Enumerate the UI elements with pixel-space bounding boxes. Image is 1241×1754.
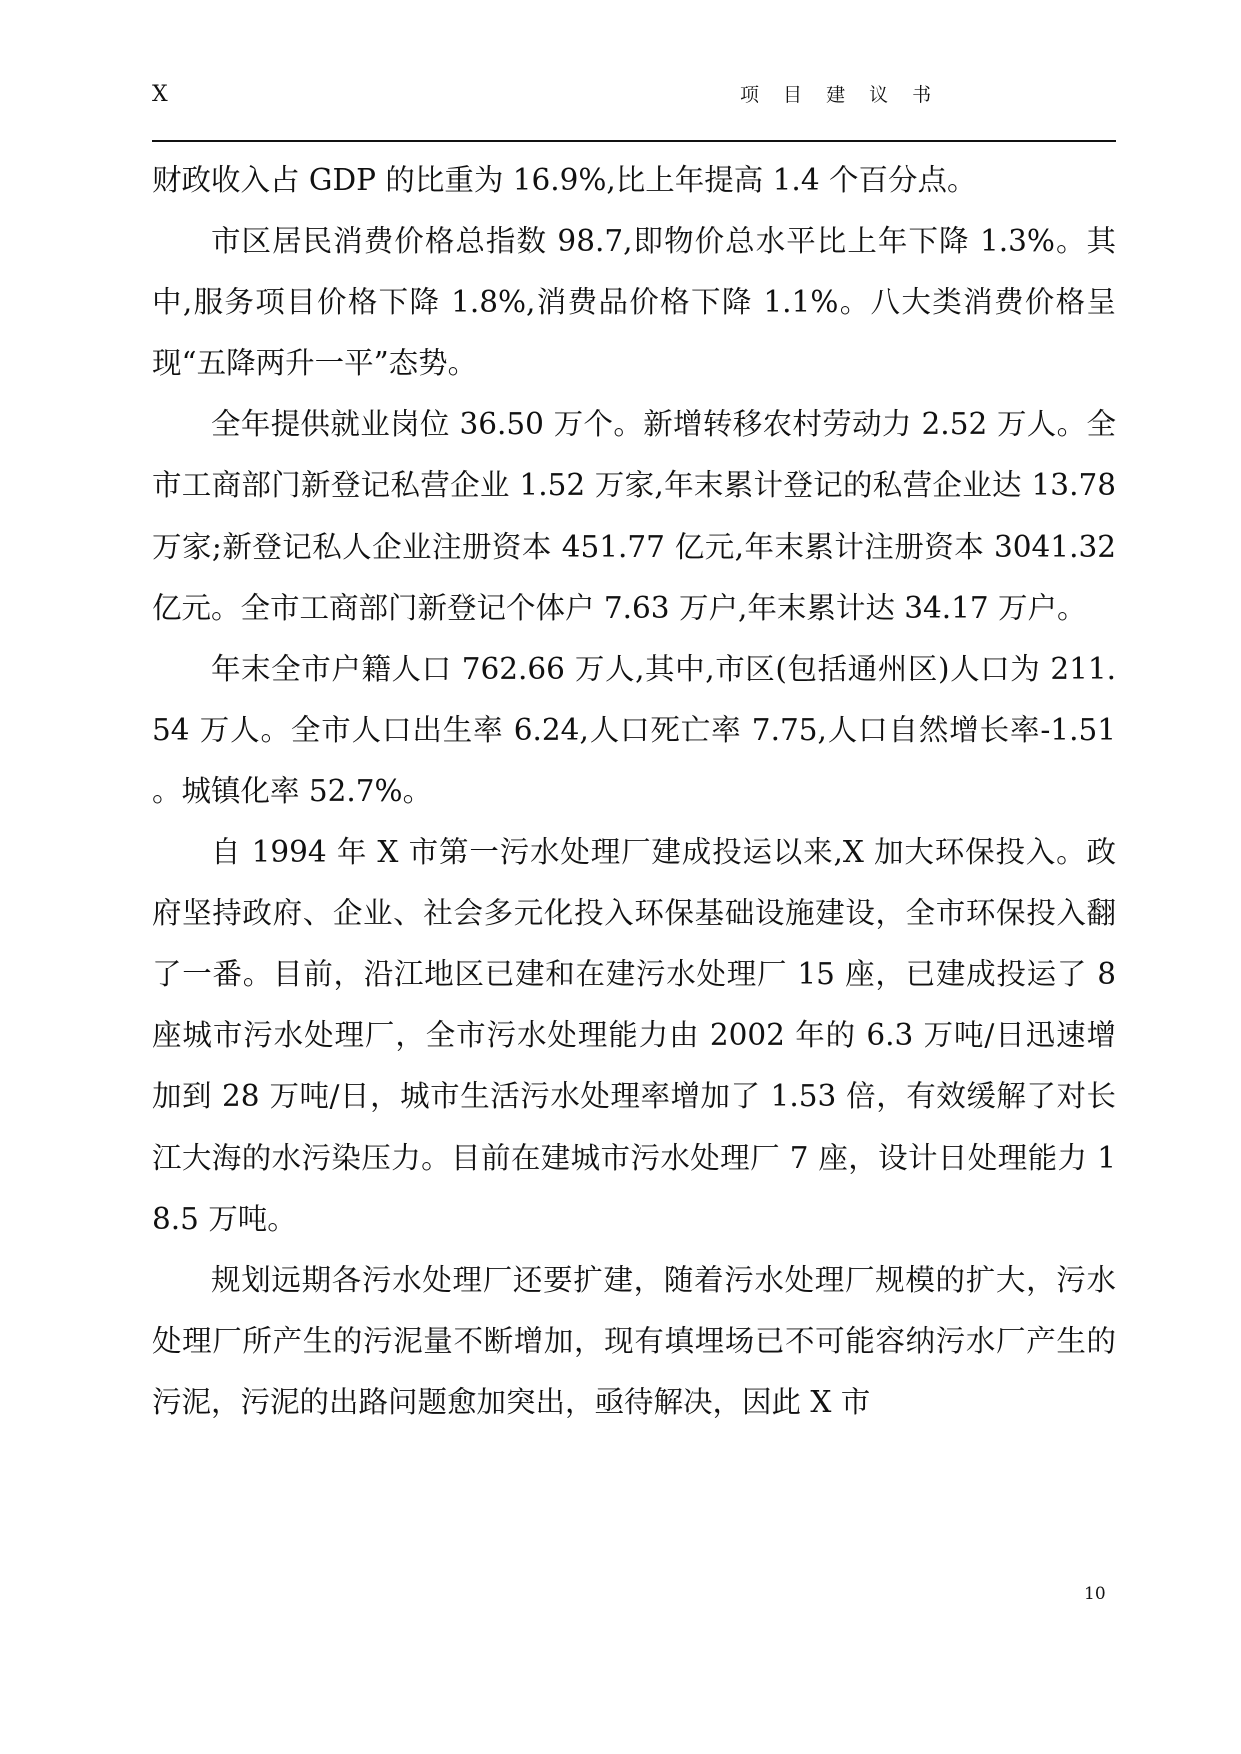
header-divider	[152, 140, 1116, 142]
paragraph-employment: 全年提供就业岗位 36.50 万个。新增转移农村劳动力 2.52 万人。全市工商部门新登记私营企业 1.52 万家,年末累计登记的私营企业达 13.78 万家;新登记私人企业注册资本 451.77 亿元,年末累计注册资本 3041.32 亿元。全市工商部门新登记个体户 7.63 万户,年末累计达 34.17 万户。	[152, 407, 1116, 625]
paragraph-consumer-prices: 市区居民消费价格总指数 98.7,即物价总水平比上年下降 1.3%。其中,服务项目价格下降 1.8%,消费品价格下降 1.1%。八大类消费价格呈现“五降两升一平”态势。	[152, 224, 1116, 381]
paragraph-sewage-treatment: 自 1994 年 X 市第一污水处理厂建成投运以来,X 加大环保投入。政府坚持政府、企业、社会多元化投入环保基础设施建设，全市环保投入翻了一番。目前，沿江地区已建和在建污水处理厂 15 座，已建成投运了 8 座城市污水处理厂，全市污水处理能力由 2002 年的 6.3 万吨/日迅速增加到 28 万吨/日，城市生活污水处理率增加了 1.53 倍，有效缓解了对长江大海的水污染压力。目前在建城市污水处理厂 7 座，设计日处理能力 18.5 万吨。	[152, 835, 1116, 1236]
paragraph-population: 年末全市户籍人口 762.66 万人,其中,市区(包括通州区)人口为 211.54 万人。全市人口出生率 6.24,人口死亡率 7.75,人口自然增长率-1.51 。城镇化率 52.7%。	[152, 651, 1116, 808]
page-number: 10	[1084, 1584, 1106, 1604]
document-body	[152, 150, 1116, 1433]
paragraph-sludge-planning: 规划远期各污水处理厂还要扩建，随着污水处理厂规模的扩大，污水处理厂所产生的污泥量不断增加，现有填埋场已不可能容纳污水厂产生的污泥，污泥的出路问题愈加突出，亟待解决，因此 X 市	[152, 1262, 1116, 1419]
header-left-text: X	[152, 82, 168, 107]
paragraph-fiscal-revenue: 财政收入占 GDP 的比重为 16.9%,比上年提高 1.4 个百分点。	[152, 163, 977, 197]
header-title: 项 目 建 议 书	[740, 84, 941, 106]
